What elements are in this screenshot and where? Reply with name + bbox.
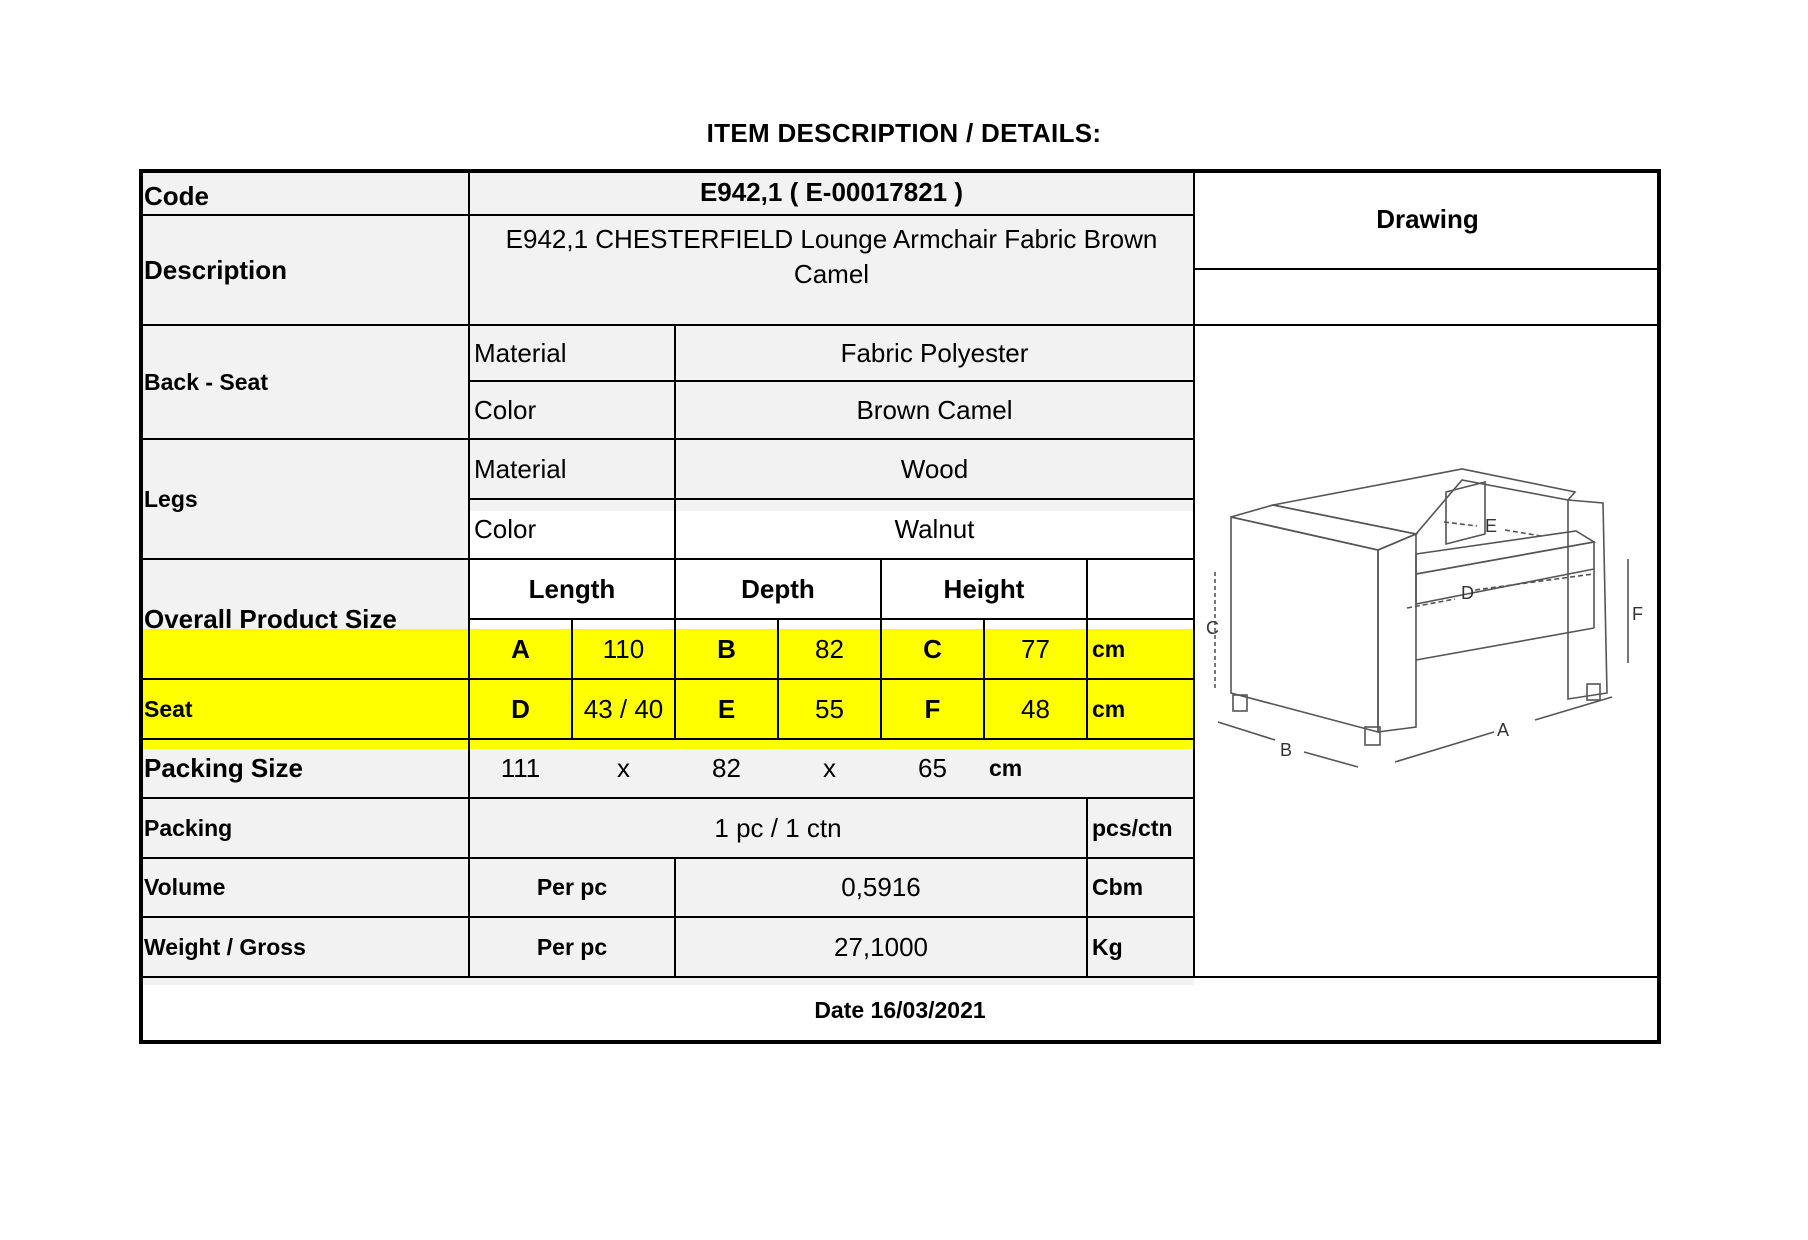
code-value: E942,1 ( E-00017821 ): [699, 176, 964, 207]
legs-color-value: Walnut: [894, 513, 975, 544]
drawing-letter-b: B: [1280, 740, 1293, 760]
packing-depth: 82: [712, 753, 741, 783]
dim-a-value: 110: [602, 633, 645, 664]
dim-b-line-1: [1218, 722, 1275, 740]
packing-unit: pcs/ctn: [1092, 814, 1173, 841]
dim-b-label: B: [717, 633, 736, 664]
legs-material-label: Material: [474, 453, 567, 484]
volume-basis: Per pc: [536, 874, 608, 900]
volume-label: Volume: [144, 874, 226, 900]
row-line-seat: [139, 738, 1194, 740]
row-line-packing-size: [139, 797, 1194, 799]
dim-b-value: 82: [815, 633, 844, 664]
row-line-weight: [139, 976, 1661, 978]
dim-e-value: 55: [815, 693, 844, 724]
packing-value: 1 pc / 1 ctn: [714, 812, 842, 843]
drawing-letter-d: D: [1461, 583, 1474, 603]
weight-unit: Kg: [1092, 933, 1123, 960]
col-line-9: [1086, 798, 1088, 977]
dim-f-label: F: [924, 693, 941, 724]
height-header: Height: [943, 573, 1025, 604]
dim-d-line-2: [1475, 574, 1593, 590]
dim-c-value: 77: [1021, 633, 1050, 664]
col-line-15: [983, 679, 985, 739]
description-value: E942,1 CHESTERFIELD Lounge Armchair Fabric Brown Camel: [505, 224, 1158, 289]
row-line-packing: [139, 857, 1194, 859]
volume-value: 0,5916: [841, 872, 921, 902]
packing-x-2: x: [823, 753, 836, 783]
dim-a-line-2: [1535, 697, 1612, 720]
packing-length: 111: [500, 753, 541, 783]
overall-size-label: Overall Product Size: [144, 603, 397, 634]
back-seat-material-value: Fabric Polyester: [840, 337, 1029, 368]
dim-e-line-1: [1444, 522, 1477, 526]
page-title: ITEM DESCRIPTION / DETAILS:: [706, 118, 1102, 148]
col-line-13: [571, 679, 573, 739]
border-bottom: [139, 1040, 1661, 1044]
left-armrest-side: [1378, 534, 1416, 732]
dim-b-line-2: [1304, 752, 1358, 767]
row-line-legs-material: [469, 498, 1194, 500]
back-seat-material-label: Material: [474, 337, 567, 368]
weight-label: Weight / Gross: [144, 933, 306, 960]
volume-unit: Cbm: [1092, 874, 1144, 900]
description-label: Description: [144, 254, 288, 285]
depth-header: Depth: [741, 573, 815, 604]
dim-e-line-2: [1505, 530, 1541, 536]
col-line-1: [468, 169, 470, 977]
col-line-drawing: [1193, 169, 1195, 977]
row-line-size-headers: [469, 618, 1194, 620]
dim-d-value: 43 / 40: [583, 693, 664, 724]
back-seat-color-value: Brown Camel: [856, 394, 1013, 425]
row-line-volume: [139, 916, 1194, 918]
packing-label: Packing: [144, 814, 233, 841]
seat-label: Seat: [144, 695, 193, 722]
drawing-letter-c: C: [1206, 618, 1219, 638]
date-label: Date 16/03/2021: [814, 997, 986, 1023]
legs-color-label: Color: [474, 513, 537, 544]
dim-d-label: D: [511, 693, 530, 724]
seat-unit: cm: [1092, 695, 1126, 722]
border-top: [139, 169, 1661, 173]
row-line-code-left: [139, 214, 469, 216]
row-line-drawing-header: [1194, 268, 1661, 270]
packing-size-label: Packing Size: [144, 753, 303, 783]
leg-back-right: [1587, 684, 1600, 700]
col-line-12: [1086, 679, 1088, 739]
dim-a-line-1: [1395, 732, 1494, 762]
dim-e-label: E: [717, 693, 736, 724]
dim-c-label: C: [923, 633, 942, 664]
length-header: Length: [528, 573, 616, 604]
back-top: [1273, 469, 1575, 534]
drawing-letter-e: E: [1485, 516, 1498, 536]
packing-height: 65: [918, 753, 947, 783]
col-line-2: [674, 325, 676, 679]
left-armrest-front: [1231, 517, 1378, 732]
dim-a-label: A: [511, 633, 530, 664]
weight-value: 27,1000: [834, 931, 928, 962]
drawing-letter-a: A: [1497, 720, 1510, 740]
back-seat-label: Back - Seat: [144, 368, 269, 395]
packing-x-1: x: [617, 753, 630, 783]
right-armrest: [1568, 500, 1607, 699]
armchair-dimension-drawing: [1206, 322, 1653, 852]
dim-f-value: 48: [1021, 693, 1050, 724]
back-inner: [1446, 482, 1485, 544]
row-line-overall: [139, 678, 1194, 680]
row-line-back-seat: [139, 438, 1194, 440]
border-right: [1657, 169, 1661, 1044]
drawing-letter-f: F: [1632, 604, 1643, 624]
back-seat-color-label: Color: [474, 394, 537, 425]
col-line-10: [674, 679, 676, 739]
packing-size-unit: cm: [989, 755, 1023, 781]
row-line-back-material: [469, 380, 1194, 382]
code-label: Code: [144, 180, 209, 211]
legs-material-value: Wood: [900, 453, 969, 484]
weight-basis: Per pc: [536, 933, 608, 960]
overall-size-unit: cm: [1092, 635, 1126, 662]
border-left: [139, 169, 143, 1044]
drawing-label: Drawing: [1376, 203, 1479, 234]
col-line-11: [880, 679, 882, 739]
left-armrest-top: [1231, 505, 1416, 550]
legs-label: Legs: [144, 485, 198, 512]
row-line-legs: [139, 558, 1194, 560]
row-line-code: [469, 214, 1194, 216]
col-line-14: [777, 679, 779, 739]
